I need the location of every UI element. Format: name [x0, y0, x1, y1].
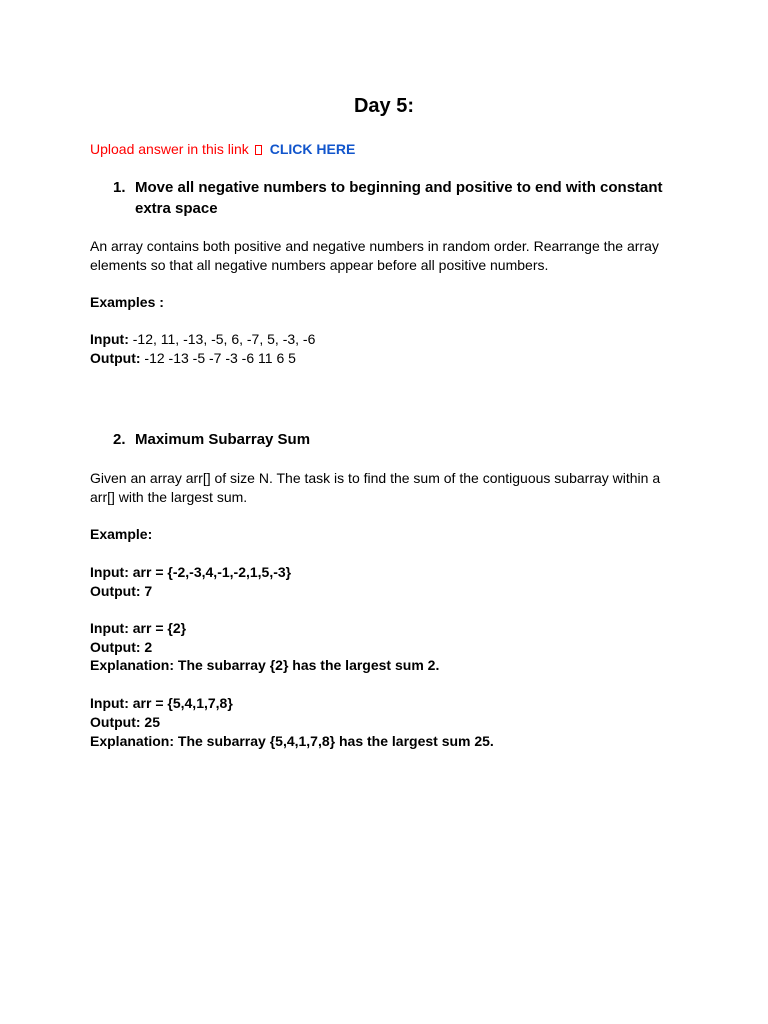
problem-2-title: Maximum Subarray Sum [135, 431, 311, 448]
problem-2-example-label: Example: [90, 526, 153, 542]
output-value: -12 -13 -5 -7 -3 -6 11 6 5 [140, 350, 296, 366]
problem-2-heading [113, 429, 683, 450]
output-label: Output: [90, 350, 141, 366]
upload-text: Upload answer in this link [90, 141, 249, 157]
problem-1-output-line [90, 349, 296, 368]
problem-1-heading [113, 177, 683, 219]
problem-1-input-line [90, 330, 315, 349]
example-3-explanation: Explanation: The subarray {5,4,1,7,8} has the largest sum 25. [90, 733, 494, 749]
problem-1-title: Move all negative numbers to beginning and positive to end with constant extra space [135, 179, 663, 217]
example-2-explanation: Explanation: The subarray {2} has the largest sum 2. [90, 657, 440, 673]
example-1-input: Input: arr = {-2,-3,4,-1,-2,1,5,-3} [90, 564, 292, 580]
pointing-hand-icon [255, 145, 262, 155]
problem-1-description: An array contains both positive and negative numbers in random order. Rearrange the array elements so that all negative numbers appear before all positive numbers. [90, 238, 659, 273]
example-2-input: Input: arr = {2} [90, 620, 187, 636]
input-label: Input: [90, 331, 129, 347]
example-3-input: Input: arr = {5,4,1,7,8} [90, 695, 233, 711]
example-3-output: Output: 25 [90, 714, 160, 730]
problem-1-number: 1. [113, 179, 126, 196]
page-title: Day 5: [353, 95, 415, 117]
example-1-output: Output: 7 [90, 583, 153, 599]
input-value: -12, 11, -13, -5, 6, -7, 5, -3, -6 [128, 331, 316, 347]
problem-2-description: Given an array arr[] of size N. The task is to find the sum of the contiguous subarray within a arr[] with the largest sum. [90, 470, 661, 505]
problem-1-examples-label: Examples : [90, 294, 164, 310]
example-2-output: Output: 2 [90, 639, 153, 655]
problem-2-number: 2. [113, 431, 126, 448]
click-here-link[interactable]: CLICK HERE [269, 141, 356, 157]
upload-line [90, 141, 355, 158]
